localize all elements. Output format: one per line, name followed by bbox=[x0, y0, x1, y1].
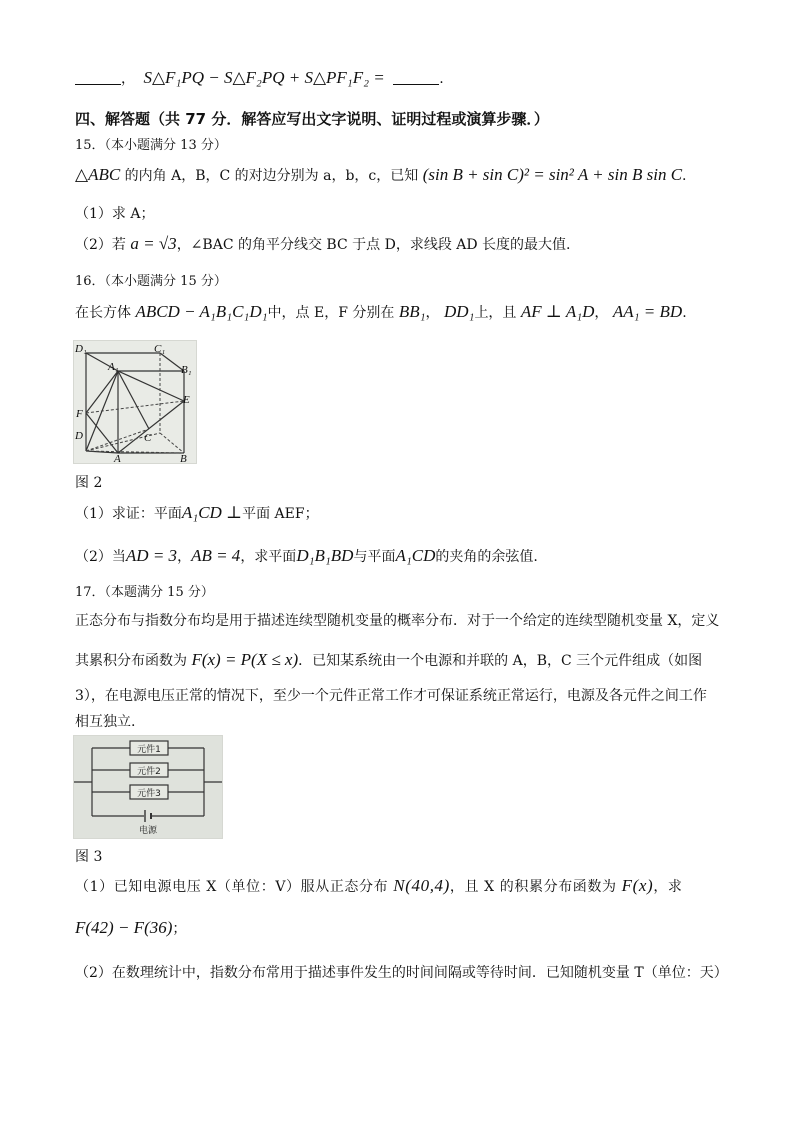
q16-part2 bbox=[75, 546, 538, 567]
q16-stem-d: 上，且 bbox=[474, 305, 517, 321]
figure-3-caption: 图 3 bbox=[75, 849, 103, 865]
label-d1: D₁ bbox=[75, 343, 87, 355]
q15-stem-end: . bbox=[682, 168, 687, 184]
q17-part1-mid: ，且 X 的积累分布函数为 bbox=[449, 879, 617, 895]
q16-dd1: DD₁ bbox=[443, 302, 475, 321]
label-c: C bbox=[144, 432, 152, 444]
q16-stem bbox=[75, 302, 687, 323]
q16-part2-text: ，求平面 bbox=[240, 549, 297, 565]
component-2-label: 元件2 bbox=[137, 767, 161, 777]
top-line bbox=[75, 68, 444, 89]
answer-blank-2[interactable] bbox=[393, 70, 439, 85]
component-3-label: 元件3 bbox=[137, 789, 161, 799]
q17-part1-prefix: （1）已知电源电压 X（单位：V）服从正态分布 bbox=[75, 879, 389, 895]
q16-part2-plane2: A₁CD bbox=[395, 546, 436, 565]
q17-p3: 3），在电源电压正常的情况下，至少一个元件正常工作才可保证系统正常运行，电源及各元件之间工作 bbox=[75, 688, 707, 704]
q17-part1-expr-line bbox=[75, 918, 186, 939]
label-c1: C₁ bbox=[154, 343, 166, 355]
q16-part1-suffix: 平面 AEF； bbox=[242, 506, 319, 522]
q17-p4: 相互独立. bbox=[75, 714, 136, 730]
figure-2-caption: 图 2 bbox=[75, 475, 103, 491]
q17-p2-prefix: 其累积分布函数为 bbox=[75, 653, 187, 669]
q17-p2-text: ．已知某系统由一个电源和并联的 A，B，C 三个元件组成（如图 bbox=[298, 653, 703, 669]
q16-stem-b: 中，点 E，F 分别在 bbox=[267, 305, 395, 321]
figure-2-cuboid bbox=[73, 340, 197, 464]
label-b1: B₁ bbox=[181, 364, 192, 376]
q16-part2-comma: ， bbox=[177, 549, 192, 565]
q15-header: 15．（本小题满分 13 分） bbox=[75, 138, 227, 153]
q17-part1-expr: F(42) − F(36) bbox=[75, 918, 173, 937]
top-comma: ， bbox=[121, 71, 135, 87]
section-heading: 四、解答题（共 77 分．解答应写出文字说明、证明过程或演算步骤．） bbox=[75, 110, 549, 128]
q17-p1: 正态分布与指数分布均是用于描述连续型随机变量的概率分布．对于一个给定的连续型随机变量 X，定义 bbox=[75, 613, 720, 629]
q15-part1: （1）求 A； bbox=[75, 206, 155, 222]
q16-eq: AA₁ = BD bbox=[612, 302, 683, 321]
q15-part2-text: ，∠BAC 的角平分线交 BC 于点 D，求线段 AD 长度的最大值. bbox=[176, 237, 571, 253]
answer-blank-1[interactable] bbox=[75, 70, 121, 85]
q16-part2-and: 与平面 bbox=[353, 549, 396, 565]
q17-normal-dist: N(40,4) bbox=[393, 876, 450, 895]
component-1-label: 元件1 bbox=[137, 745, 161, 755]
label-a: A bbox=[114, 453, 121, 463]
q16-part1-plane: A₁CD ⊥ bbox=[181, 503, 243, 522]
q16-part2-end: 的夹角的余弦值. bbox=[435, 549, 538, 565]
q16-part1 bbox=[75, 503, 319, 524]
power-label: 电源 bbox=[138, 826, 158, 836]
figure-3-circuit bbox=[73, 735, 223, 839]
q17-cdf-formula: F(x) = P(X ≤ x) bbox=[191, 650, 299, 669]
q17-part1 bbox=[75, 876, 683, 897]
q16-stem-c: ， bbox=[425, 305, 440, 321]
q16-bb1: BB₁ bbox=[398, 302, 426, 321]
q15-part2-prefix: （2）若 bbox=[75, 237, 126, 253]
circuit-diagram bbox=[74, 736, 222, 838]
q16-part2-prefix: （2）当 bbox=[75, 549, 126, 565]
q15-part2-formula: a = √3 bbox=[130, 234, 177, 253]
label-d: D bbox=[75, 430, 83, 442]
label-e: E bbox=[183, 394, 190, 406]
q15-condition-formula: (sin B + sin C)² = sin² A + sin B sin C bbox=[422, 165, 683, 184]
top-period: . bbox=[439, 71, 444, 87]
q15-stem-text: 的内角 A，B，C 的对边分别为 a，b，c，已知 bbox=[120, 168, 419, 184]
q16-part2-plane1: D₁B₁BD bbox=[296, 546, 354, 565]
q16-header: 16．（本小题满分 15 分） bbox=[75, 274, 227, 289]
q17-part1-end: ； bbox=[172, 921, 187, 937]
cuboid-diagram bbox=[74, 341, 196, 463]
q16-part2-ad: AD = 3 bbox=[125, 546, 178, 565]
q16-stem-f: . bbox=[682, 305, 687, 321]
q16-part1-prefix: （1）求证：平面 bbox=[75, 506, 182, 522]
triangle-abc: △ABC bbox=[75, 165, 121, 184]
q16-part2-ab: AB = 4 bbox=[191, 546, 241, 565]
q17-part1-ask: ，求 bbox=[653, 879, 683, 895]
q15-part2 bbox=[75, 234, 571, 255]
label-f: F bbox=[76, 408, 83, 420]
q17-header: 17．（本题满分 15 分） bbox=[75, 585, 214, 600]
label-a1: A₁ bbox=[108, 361, 119, 373]
area-expression: S△F₁PQ − S△F₂PQ + S△PF₁F₂ = bbox=[143, 68, 385, 87]
q16-stem-a: 在长方体 bbox=[75, 305, 131, 321]
q17-cdf: F(x) bbox=[621, 876, 654, 895]
q17-part2: （2）在数理统计中，指数分布常用于描述事件发生的时间间隔或等待时间．已知随机变量 T（单位：天） bbox=[75, 965, 728, 981]
q17-p2 bbox=[75, 650, 702, 671]
q16-perp: AF ⊥ A₁D bbox=[520, 302, 595, 321]
q15-stem bbox=[75, 165, 687, 186]
label-b: B bbox=[180, 453, 187, 463]
q16-stem-e: ， bbox=[594, 305, 609, 321]
q16-box: ABCD − A₁B₁C₁D₁ bbox=[135, 302, 268, 321]
